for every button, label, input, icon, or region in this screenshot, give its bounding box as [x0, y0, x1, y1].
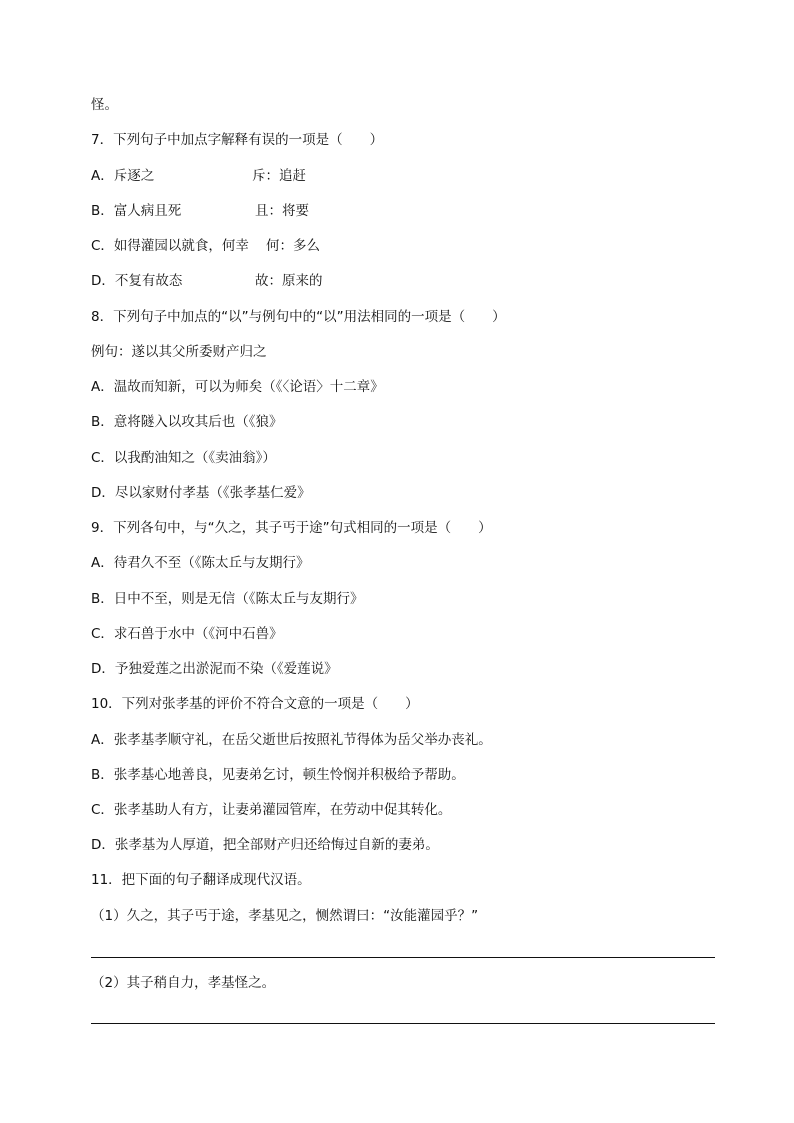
question-10-option-c: C．张孝基助人有方，让妻弟灌园管库，在劳动中促其转化。: [91, 802, 452, 818]
answer-line-2[interactable]: [91, 1023, 715, 1024]
question-9-stem: 9．下列各句中，与“久之，其子丐于途”句式相同的一项是（ ）: [91, 520, 492, 536]
question-11-stem: 11．把下面的句子翻译成现代汉语。: [91, 872, 311, 888]
question-8-option-a: A．温故而知新，可以为师矣（《〈论语〉十二章》: [91, 379, 384, 395]
question-8-option-d: D．尽以家财付孝基（《张孝基仁爱》: [91, 485, 311, 501]
question-9-option-d: D．予独爱莲之出淤泥而不染（《爱莲说》: [91, 661, 338, 677]
question-9-option-a: A．待君久不至（《陈太丘与友期行》: [91, 555, 310, 571]
question-7-option-b-explanation: 且：将要: [255, 203, 309, 219]
question-7-option-a-explanation: 斥：追赶: [252, 168, 306, 184]
question-11-sentence-1: （1）久之，其子丐于途，孝基见之，恻然谓曰：“汝能灌园乎？”: [91, 908, 479, 924]
question-11-sentence-2: （2）其子稍自力，孝基怪之。: [91, 975, 276, 991]
question-8-stem: 8．下列句子中加点的“以”与例句中的“以”用法相同的一项是（ ）: [91, 309, 506, 325]
question-7-option-d-explanation: 故：原来的: [255, 273, 323, 289]
question-7-option-d: D．不复有故态: [91, 273, 183, 289]
question-7-stem: 7．下列句子中加点字解释有误的一项是（ ）: [91, 132, 384, 148]
question-8-option-c: C．以我酌油知之（《卖油翁》）: [91, 450, 276, 466]
text-line-continuation: 怪。: [91, 97, 118, 113]
question-9-option-c: C．求石兽于水中（《河中石兽》: [91, 626, 283, 642]
question-10-option-b: B．张孝基心地善良，见妻弟乞讨，顿生怜悯并积极给予帮助。: [91, 767, 465, 783]
question-10-stem: 10．下列对张孝基的评价不符合文意的一项是（ ）: [91, 696, 419, 712]
question-7-option-c: C．如得灌园以就食，何幸: [91, 238, 249, 254]
question-7-option-b: B．富人病且死: [91, 203, 182, 219]
question-7-option-a: A．斥逐之: [91, 168, 155, 184]
question-7-option-c-explanation: 何：多么: [266, 238, 320, 254]
answer-line-1[interactable]: [91, 957, 715, 958]
question-9-option-b: B．日中不至，则是无信（《陈太丘与友期行》: [91, 591, 364, 607]
question-8-option-b: B．意将隧入以攻其后也（《狼》: [91, 414, 283, 430]
question-10-option-d: D．张孝基为人厚道，把全部财产归还给悔过自新的妻弟。: [91, 837, 439, 853]
question-10-option-a: A．张孝基孝顺守礼，在岳父逝世后按照礼节得体为岳父举办丧礼。: [91, 732, 492, 748]
question-8-example: 例句：遂以其父所委财产归之: [91, 344, 267, 360]
